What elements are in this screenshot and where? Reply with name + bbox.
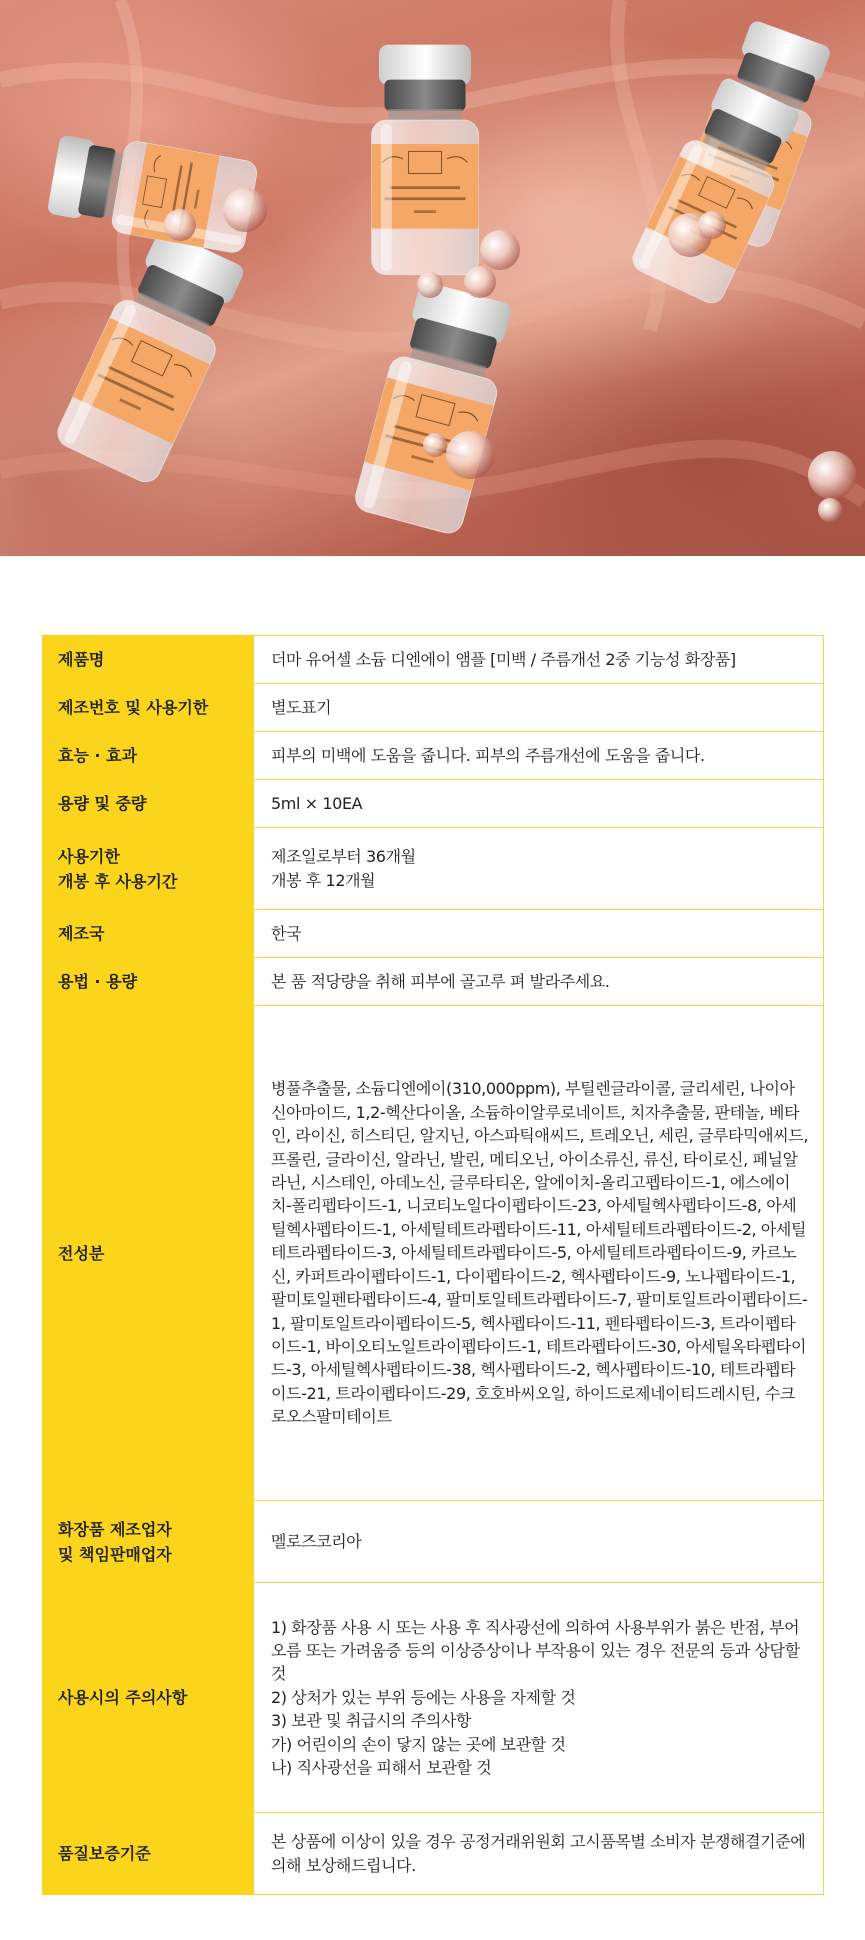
value-product-name: 더마 유어셀 소듐 디엔에이 앰플 [미백 / 주름개선 2중 기능성 화장품] [254, 636, 823, 684]
label-quality-guarantee: 품질보증기준 [42, 1813, 254, 1895]
value-country: 한국 [254, 910, 823, 958]
label-volume: 용량 및 중량 [42, 780, 254, 828]
label-usage: 용법 · 용량 [42, 958, 254, 1006]
value-ingredients: 병풀추출물, 소듐디엔에이(310,000ppm), 부틸렌글라이콜, 글리세린, 나이아신아마이드, 1,2-헥산다이올, 소듐하이알루로네이트, 치자추출물, 판테놀, 베타인, 라이신, 히스티딘, 알지닌, 아스파틱애씨드, 트레오닌, 세린, 글루타믹애씨드, 프롤린, 글라이신, 알라닌, 발린, 메티오닌, 아이소류신, 류신, 타이로신, 페닐알라닌, 시스테인, 아데노신, 글루타티온, 알에이치-올리고펩타이드-1, 에스에이치-폴리펩타이드-1, 니코티노일다이펩타이드-23, 아세틸헥사펩타이드-8, 아세틸헥사펩타이드-1, 아세틸테트라펩타이드-11, 아세틸테트라펩타이드-2, 아세틸테트라펩타이드-3, 아세틸테트라펩타이드-5, 아세틸테트라펩타이드-9, 카르노신, 카퍼트라이펩타이드-1, 다이펩타이드-2, 헥사펩타이드-9, 노나펩타이드-1, 팔미토일펜타펩타이드-4, 팔미토일테트라펩타이드-7, 팔미토일트라이펩타이드-1, 팔미토일트라이펩타이드-5, 헥사펩타이드-11, 펜타펩타이드-3, 트라이펩타이드-1, 바이오티노일트라이펩타이드-1, 테트라펩타이드-30, 아세틸옥타펩타이드-3, 아세틸헥사펩타이드-38, 헥사펩타이드-2, 헥사펩타이드-10, 테트라펩타이드-21, 트라이펩타이드-29, 호호바씨오일, 하이드로제네이티드레시틴, 수크로오스팔미테이트 [254, 1006, 823, 1501]
row-country [42, 910, 823, 958]
label-country: 제조국 [42, 910, 254, 958]
ampoule-illustration [0, 0, 865, 556]
product-photo [0, 0, 865, 556]
row-usage [42, 958, 823, 1006]
row-quality-guarantee [42, 1813, 823, 1895]
value-precautions: 1) 화장품 사용 시 또는 사용 후 직사광선에 의하여 사용부위가 붉은 반점, 부어오름 또는 가려움증 등의 이상증상이나 부작용이 있는 경우 전문의 등과 상담할 것 2) 상처가 있는 부위 등에는 사용을 자제할 것 3) 보관 및 취급시의 주의사항 가) 어린이의 손이 닿지 않는 곳에 보관할 것 나) 직사광선을 피해서 보관할 것 [254, 1583, 823, 1813]
row-precautions [42, 1583, 823, 1813]
label-product-name: 제품명 [42, 636, 254, 684]
label-batch-expiry: 제조번호 및 사용기한 [42, 684, 254, 732]
label-manufacturer: 화장품 제조업자 및 책임판매업자 [42, 1501, 254, 1583]
label-precautions: 사용시의 주의사항 [42, 1583, 254, 1813]
value-batch-expiry: 별도표기 [254, 684, 823, 732]
value-volume: 5ml × 10EA [254, 780, 823, 828]
row-efficacy [42, 732, 823, 780]
row-product-name [42, 636, 823, 684]
label-ingredients: 전성분 [42, 1006, 254, 1501]
value-usage: 본 품 적당량을 취해 피부에 골고루 펴 발라주세요. [254, 958, 823, 1006]
label-efficacy: 효능 · 효과 [42, 732, 254, 780]
value-shelf-life: 제조일로부터 36개월 개봉 후 12개월 [254, 828, 823, 910]
row-volume [42, 780, 823, 828]
row-shelf-life [42, 828, 823, 910]
label-shelf-life: 사용기한 개봉 후 사용기간 [42, 828, 254, 910]
product-info-table [42, 635, 824, 1895]
row-batch-expiry [42, 684, 823, 732]
value-efficacy: 피부의 미백에 도움을 줍니다. 피부의 주름개선에 도움을 줍니다. [254, 732, 823, 780]
row-ingredients [42, 1006, 823, 1501]
value-manufacturer: 멜로즈코리아 [254, 1501, 823, 1583]
row-manufacturer [42, 1501, 823, 1583]
value-quality-guarantee: 본 상품에 이상이 있을 경우 공정거래위원회 고시품목별 소비자 분쟁해결기준에 의해 보상해드립니다. [254, 1813, 823, 1895]
